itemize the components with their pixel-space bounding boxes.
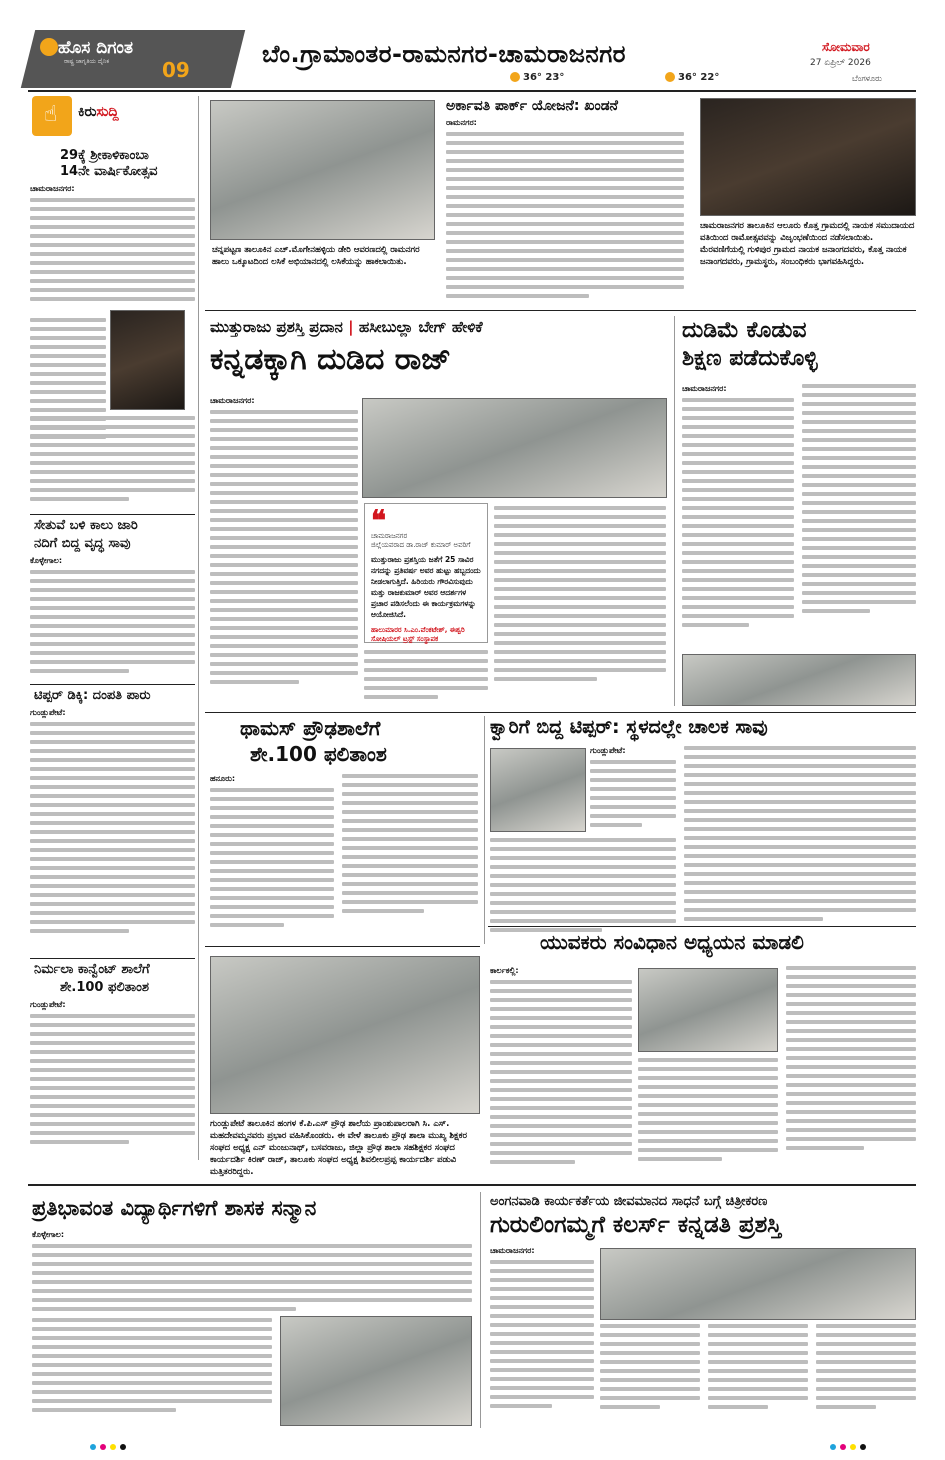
issue-day: ಸೋಮವಾರ xyxy=(822,40,870,54)
brand-plate xyxy=(21,30,245,88)
samvidhana-photo xyxy=(638,968,778,1052)
thomas-dateline: ಹನೂರು: xyxy=(210,774,236,783)
raj-kicker-left: ಮುತ್ತುರಾಜು ಪ್ರಶಸ್ತಿ ಪ್ರದಾನ xyxy=(210,318,343,336)
principal-charge-photo xyxy=(210,956,480,1114)
registration-mark xyxy=(830,1444,836,1450)
kiru-item3-headline: ಟಿಪ್ಪರ್ ಡಿಕ್ಕಿ: ದಂಪತಿ ಪಾರು xyxy=(34,688,151,703)
thomas-headline-2: ಶೇ.100 ಫಲಿತಾಂಶ xyxy=(250,742,387,766)
page-number: 09 xyxy=(162,58,190,82)
vaccination-photo xyxy=(210,100,435,240)
quarry-body-col2 xyxy=(684,746,916,942)
quarry-dateline: ಗುಂಡ್ಲುಪೇಟೆ: xyxy=(590,746,626,755)
column-rule xyxy=(484,716,485,944)
kirusuddi-badge xyxy=(32,96,72,136)
masthead-rule xyxy=(28,90,916,92)
registration-mark xyxy=(100,1444,106,1450)
vaccination-caption: ಚನ್ನಪಟ್ಟಣ ತಾಲೂಕಿನ ಎಚ್.ಮೊಗೇನಹಳ್ಳಿಯ ಡೇರಿ ಆವರಣದಲ್ಲಿ ರಾಮನಗರ ಹಾಲು ಒಕ್ಕೂಟದಿಂದ ಲಸಿಕೆ ಅಭಿಯಾನದಲ್ಲಿ ಲಸಿಕೆಯನ್ನು ಹಾಕಲಾಯಿತು. xyxy=(212,245,420,267)
raj-dateline: ಚಾಮರಾಜನಗರ: xyxy=(210,396,255,405)
kiru-item1-headline-1: 29ಕ್ಕೆ ಶ್ರೀಕಾಳಿಕಾಂಬಾ xyxy=(60,148,149,163)
kirusuddi-prefix: ಕಿರು xyxy=(78,104,97,120)
brand-tagline: ರಾಷ್ಟ್ರ ಜಾಗೃತಿಯ ದೈನಿಕ xyxy=(64,58,110,65)
samvidhana-body-col3 xyxy=(786,966,916,1174)
row-rule xyxy=(205,946,480,947)
temp-max: 36 xyxy=(523,72,537,83)
registration-mark xyxy=(850,1444,856,1450)
anganwadi-headline: ಗುರುಲಿಂಗಮ್ಮಗೆ ಕಲರ್ಸ್ ಕನ್ನಡತಿ ಪ್ರಶಸ್ತಿ xyxy=(490,1212,782,1238)
anganwadi-kicker: ಅಂಗನವಾಡಿ ಕಾರ್ಯಕರ್ತೆಯ ಜೀವಮಾನದ ಸಾಧನೆ ಬಗ್ಗೆ ಚಿತ್ರೀಕರಣ xyxy=(490,1194,768,1209)
raj-body-col1 xyxy=(210,396,358,704)
registration-mark xyxy=(110,1444,116,1450)
pratibha-headline: ಪ್ರತಿಭಾವಂತ ವಿದ್ಯಾರ್ಥಿಗಳಿಗೆ ಶಾಸಕ ಸನ್ಮಾನ xyxy=(32,1196,317,1220)
pratibha-body-top xyxy=(32,1230,472,1314)
pratibha-felicitation-photo xyxy=(280,1316,472,1426)
temp-min: 23 xyxy=(545,72,560,83)
brand-logo-icon xyxy=(40,38,58,56)
row-rule xyxy=(28,1184,916,1186)
samvidhana-body-col2 xyxy=(638,1058,778,1174)
brand-name: ಹೊಸ ದಿಗಂತ xyxy=(58,38,133,58)
anganwadi-body-col2 xyxy=(600,1324,700,1428)
dudime-headline-2: ಶಿಕ್ಷಣ ಪಡೆದುಕೊಳ್ಳಿ xyxy=(682,346,818,371)
quarry-tipper-photo xyxy=(490,748,586,832)
raj-headline: ಕನ್ನಡಕ್ಕಾಗಿ ದುಡಿದ ರಾಜ್ xyxy=(210,342,452,377)
registration-mark xyxy=(860,1444,866,1450)
row-rule xyxy=(205,310,916,311)
raj-kicker-right: ಹಸೀಬುಲ್ಲಾ ಬೇಗ್ ಹೇಳಿಕೆ xyxy=(358,318,483,336)
samvidhana-dateline: ಕಾರ್ಲಕಲ್ಲಿ: xyxy=(490,966,519,975)
raj-quote-box xyxy=(364,503,488,643)
temp-max: 36 xyxy=(678,72,692,83)
kiru-divider xyxy=(30,514,195,515)
anganwadi-body-col1 xyxy=(490,1246,594,1428)
anganwadi-dateline: ಚಾಮರಾಜನಗರ: xyxy=(490,1246,535,1255)
masthead xyxy=(0,0,945,92)
kiru-divider xyxy=(30,684,195,685)
row-rule xyxy=(205,712,916,713)
raj-kicker: ಮುತ್ತುರಾಜು ಪ್ರಶಸ್ತಿ ಪ್ರದಾನ | ಹಸೀಬುಲ್ಲಾ ಬೇಗ್ ಹೇಳಿಕೆ xyxy=(210,318,483,336)
raj-body-col3 xyxy=(494,506,666,706)
arkavathi-body xyxy=(446,118,684,302)
principal-charge-caption: ಗುಂಡ್ಲುಪೇಟೆ ತಾಲೂಕಿನ ಹಂಗಳ ಕೆ.ಪಿ.ಎಸ್ ಪ್ರೌಢ ಶಾಲೆಯ ಪ್ರಾಂಶುಪಾಲರಾಗಿ ಸಿ. ಎಸ್. ಮಹದೇವಮ್ಮನವರು ಪ್ರಭಾರ ವಹಿಸಿಕೊಂಡರು. ಈ ವೇಳೆ ತಾಲೂಕು ಪ್ರೌಢ ಶಾಲಾ ಮುಖ್ಯ ಶಿಕ್ಷಕರ ಸಂಘದ ಅಧ್ಯಕ್ಷ ಎನ್ ಮಂಜುನಾಥ್, ಬಸವರಾಜು, ಜಿಲ್ಲಾ ಪ್ರೌಢ ಶಾಲಾ ಸಹಶಿಕ್ಷಕರ ಸಂಘದ ಕಾರ್ಯದರ್ಶಿ ಕಿರಣ್ ರಾಜ್, ತಾಲೂಕು ಸಂಘದ ಅಧ್ಯಕ್ಷ ಶಿವಲೀಲಪ್ರಪ್ಪ ಕಾರ್ಯದರ್ಶಿ ಪಡುವಿ ಮತ್ತಿತರರಿದ್ದರು. xyxy=(210,1119,467,1177)
dudime-body-col2 xyxy=(802,384,916,650)
kiru-item2-headline-1: ಸೇತುವೆ ಬಳಿ ಕಾಲು ಜಾರಿ xyxy=(34,518,138,533)
arkavathi-dateline: ರಾಮನಗರ: xyxy=(446,118,477,127)
raj-award-photo xyxy=(362,398,667,498)
thomas-body-col1 xyxy=(210,774,334,940)
section-title: ಬೆಂ.ಗ್ರಾಮಾಂತರ-ರಾಮನಗರ-ಚಾಮರಾಜನಗರ xyxy=(262,40,626,68)
column-rule xyxy=(674,316,675,706)
quote-icon: ❝ xyxy=(371,504,387,537)
row-rule xyxy=(488,926,916,927)
ramotsava-photo xyxy=(700,98,916,216)
kiru-item4-headline-1: ನಿರ್ಮಲಾ ಕಾನ್ವೆಂಟ್ ಶಾಲೆಗೆ xyxy=(34,962,150,977)
kalikamba-idol-photo xyxy=(110,310,185,410)
pratibha-body-col1 xyxy=(32,1318,272,1428)
samvidhana-body-col1 xyxy=(490,966,632,1174)
sun-icon xyxy=(510,72,520,82)
quote-attribution: ಹಾಲುಮಾರರ ಸಿ.ಎಂ.ವೆಂಕಟೇಶ್, ಈಶ್ವರಿ ಸೋಷಿಯಲ್ ಟ್ರಸ್ಟ್ ಸಂಸ್ಥಾಪಕ xyxy=(371,626,465,643)
kiru-item2-body xyxy=(30,556,195,682)
quote-body: ಮುತ್ತುರಾಜು ಪ್ರಶಸ್ತಿಯ ಜತೆಗೆ 25 ಸಾವಿರ ನಗದನ್ನು ಪ್ರತಿವರ್ಷ ಅವರ ಹುಟ್ಟು ಹಬ್ಬದಂದು ನೀಡಲಾಗುತ್ತಿದೆ. ಹಿರಿಯರು ಗೌರವಿಸುವುದು ಮತ್ತು ರಾಜಕುಮಾರ್ ಅವರ ಆದರ್ಶಗಳ ಪ್ರಚಾರ ಪಡಿಸಲೆಂದು ಈ ಕಾರ್ಯಕ್ರಮಗಳನ್ನು ಆಯೋಜಿಸಿದೆ. xyxy=(371,555,481,619)
kiru-item1-dateline: ಚಾಮರಾಜನಗರ: xyxy=(30,184,75,193)
kiru-item1-headline-2: 14ನೇ ವಾರ್ಷಿಕೋತ್ಸವ xyxy=(60,164,158,179)
quarry-body-col1 xyxy=(590,746,676,834)
thomas-headline-1: ಥಾಮಸ್ ಪ್ರೌಢಶಾಲೆಗೆ xyxy=(240,716,381,740)
kiru-item3-dateline: ಗುಂಡ್ಲುಪೇಟೆ: xyxy=(30,708,66,717)
arkavathi-headline: ಅರ್ಕಾವತಿ ಪಾರ್ಕ್ ಯೋಜನೆ: ಖಂಡನೆ xyxy=(446,98,618,114)
ramotsava-caption: ಚಾಮರಾಜನಗರ ತಾಲೂಕಿನ ಆಲೂರು ಕೊತ್ತ ಗ್ರಾಮದಲ್ಲಿ ನಾಯಕ ಸಮುದಾಯದ ವತಿಯಿಂದ ರಾಮೋತ್ಸವವನ್ನು ವಿಜೃಂಭಣೆಯಿಂದ ನಡೆಸಲಾಯಿತು. ಮೆರವಣಿಗೆಯಲ್ಲಿ ಗುಳಿಪುರ ಗ್ರಾಮದ ನಾಯಕ ಜನಾಂಗದವರು, ಕೊತ್ತ ನಾಯಕ ಜನಾಂಗದವರು, ಗ್ರಾಮಸ್ಥರು, ಸಂಬಂಧಿಕರು ಭಾಗವಹಿಸಿದ್ದರು. xyxy=(700,221,915,267)
kiru-item1-body-tail xyxy=(30,416,195,512)
thomas-body-col2 xyxy=(342,774,478,940)
column-rule xyxy=(198,96,199,1160)
hand-icon: ☝ xyxy=(44,102,58,127)
kiru-item1-body xyxy=(30,184,195,314)
quote-intro: ಜಿಲ್ಲೆಯವರಾದ ಡಾ.ರಾಜ್ ಕುಮಾರ್ ಅವರಿಗೆ xyxy=(371,541,471,549)
registration-mark xyxy=(120,1444,126,1450)
raj-body-col2 xyxy=(364,650,488,706)
weather-ramanagara: 36° 22° xyxy=(665,72,719,83)
sun-icon xyxy=(665,72,675,82)
weather-chamarajanagar: 36° 23° xyxy=(510,72,564,83)
quote-place: ಚಾಮರಾಜನಗರ xyxy=(371,532,408,540)
kirusuddi-suffix: ಸುದ್ದಿ xyxy=(96,104,119,120)
dudime-body-col1 xyxy=(682,384,794,650)
anganwadi-body-col4 xyxy=(816,1324,916,1428)
temp-min: 22 xyxy=(700,72,715,83)
issue-city: ಬೆಂಗಳೂರು xyxy=(852,74,882,83)
registration-mark xyxy=(840,1444,846,1450)
dudime-dateline: ಚಾಮರಾಜನಗರ: xyxy=(682,384,727,393)
kiru-item4-headline-2: ಶೇ.100 ಫಲಿತಾಂಶ xyxy=(60,980,149,995)
kiru-item4-dateline: ಗುಂಡ್ಲುಪೇಟೆ: xyxy=(30,1000,66,1009)
pratibha-dateline: ಕೊಳ್ಳೇಗಾಲ: xyxy=(32,1230,65,1239)
kiru-divider xyxy=(30,958,195,959)
kiru-item2-dateline: ಕೊಳ್ಳೇಗಾಲ: xyxy=(30,556,63,565)
quarry-headline: ಕ್ವಾರಿಗೆ ಬಿದ್ದ ಟಿಪ್ಪರ್: ಸ್ಥಳದಲ್ಲೇ ಚಾಲಕ ಸಾವು xyxy=(490,716,768,738)
dudime-photo xyxy=(682,654,916,706)
kiru-item2-headline-2: ನದಿಗೆ ಬಿದ್ದ ವೃದ್ಧ ಸಾವು xyxy=(34,536,131,551)
anganwadi-award-photo xyxy=(600,1248,916,1320)
kiru-item4-body xyxy=(30,1000,195,1160)
issue-date: 27 ಏಪ್ರಿಲ್ 2026 xyxy=(810,58,871,68)
kiru-item3-body xyxy=(30,708,195,956)
samvidhana-headline: ಯುವಕರು ಸಂವಿಧಾನ ಅಧ್ಯಯನ ಮಾಡಲಿ xyxy=(540,930,804,954)
registration-mark xyxy=(90,1444,96,1450)
column-rule xyxy=(480,1192,481,1428)
dudime-headline-1: ದುಡಿಮೆ ಕೊಡುವ xyxy=(682,318,807,343)
kirusuddi-label xyxy=(78,104,119,120)
anganwadi-body-col3 xyxy=(708,1324,808,1428)
